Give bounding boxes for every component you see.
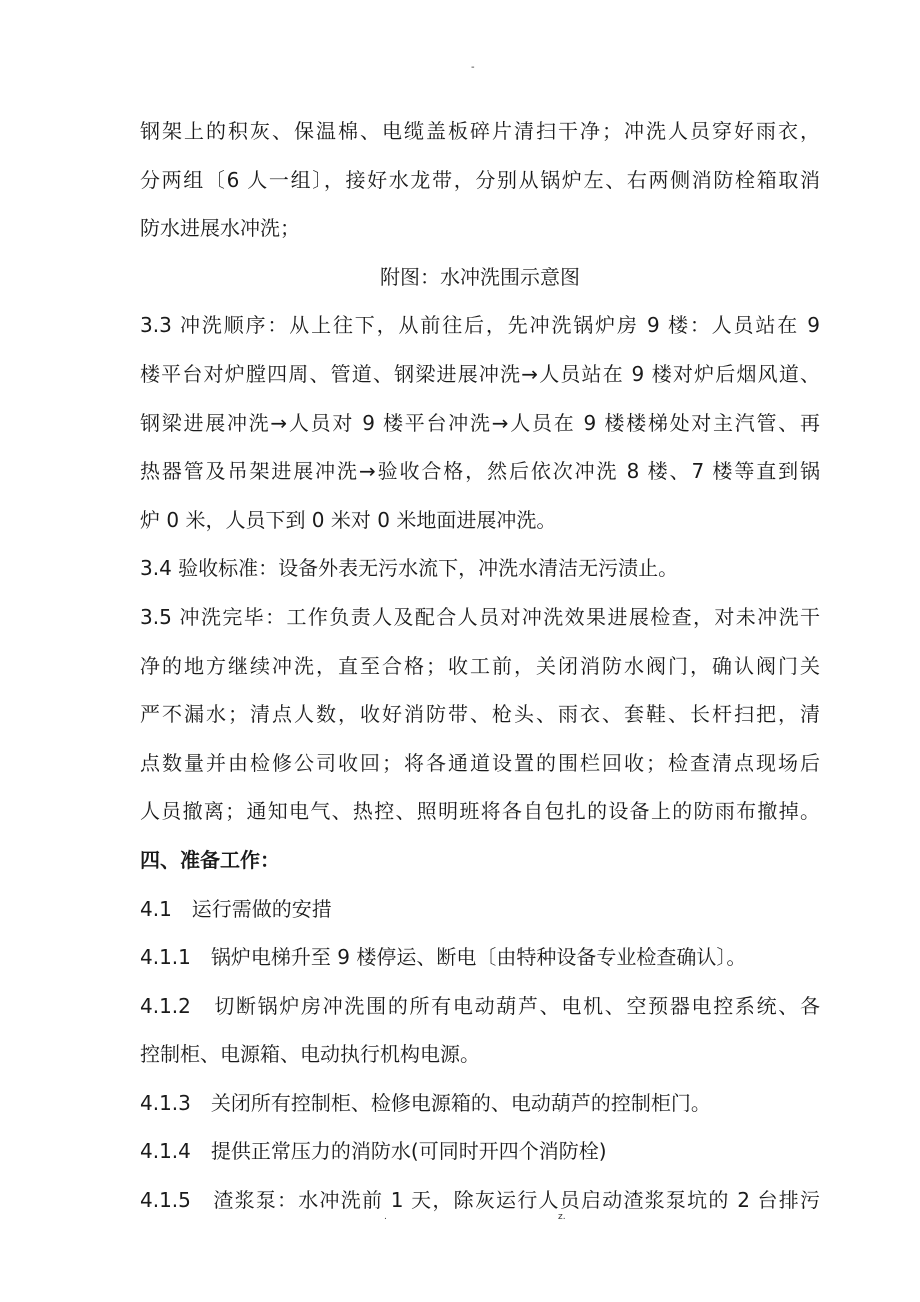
list-item-continuation: 控制柜、电源箱、电动执行机构电源。 xyxy=(140,1042,480,1067)
section-heading: 四、准备工作： xyxy=(140,847,280,872)
paragraph-line: 点数量并由检修公司收回；将各通道设置的围栏回收；检查清点现场后 xyxy=(140,750,820,775)
list-item: 4.1.3 关闭所有控制柜、检修电源箱的、电动葫芦的控制柜门。 xyxy=(140,1090,711,1115)
paragraph-line: 炉 0 米，人员下到 0 米对 0 米地面进展冲洗。 xyxy=(140,507,557,532)
list-item: 4.1.1 锅炉电梯升至 9 楼停运、断电〔由特种设备专业检查确认〕。 xyxy=(140,945,747,970)
list-item: 4.1.5 渣浆泵：水冲洗前 1 天，除灰运行人员启动渣浆泵坑的 2 台排污 xyxy=(140,1188,820,1213)
paragraph-line: 钢架上的积灰、保温棉、电缆盖板碎片清扫干净；冲洗人员穿好雨衣， xyxy=(140,119,820,143)
footer-right-mark: z. xyxy=(558,1212,566,1222)
paragraph-line: 净的地方继续冲洗，直至合格；收工前，关闭消防水阀门，确认阀门关 xyxy=(140,653,820,678)
paragraph-line: 热器管及吊架进展冲洗→验收合格，然后依次冲洗 8 楼、7 楼等直到锅 xyxy=(140,459,820,484)
paragraph-line: 分两组〔6 人一组〕，接好水龙带，分别从锅炉左、右两侧消防栓箱取消 xyxy=(140,167,820,192)
figure-caption: 附图：水冲洗围示意图 xyxy=(380,264,580,289)
paragraph-line: 人员撤离；通知电气、热控、照明班将各自包扎的设备上的防雨布撤掉。 xyxy=(140,799,820,824)
paragraph-line: 楼平台对炉膛四周、管道、钢梁进展冲洗→人员站在 9 楼对炉后烟风道、 xyxy=(140,361,820,386)
header-mark: - xyxy=(471,62,475,73)
subsection-heading: 4.1 运行需做的安措 xyxy=(140,896,332,921)
paragraph-line: 3.5 冲洗完毕：工作负责人及配合人员对冲洗效果进展检查，对未冲洗干 xyxy=(140,604,820,629)
footer-left-mark: . xyxy=(384,1212,387,1222)
list-item: 4.1.2 切断锅炉房冲洗围的所有电动葫芦、电机、空预器电控系统、各 xyxy=(140,993,820,1018)
document-body xyxy=(140,107,820,1225)
paragraph-line: 3.4 验收标准：设备外表无污水流下，冲洗水清洁无污渍止。 xyxy=(140,556,679,581)
paragraph-line: 钢梁进展冲洗→人员对 9 楼平台冲洗→人员在 9 楼楼梯处对主汽管、再 xyxy=(140,410,820,435)
paragraph-line: 3.3 冲洗顺序：从上往下，从前往后，先冲洗锅炉房 9 楼：人员站在 9 xyxy=(140,313,820,338)
list-item: 4.1.4 提供正常压力的消防水(可同时开四个消防栓) xyxy=(140,1139,607,1164)
paragraph-line: 严不漏水；清点人数，收好消防带、枪头、雨衣、套鞋、长杆扫把，清 xyxy=(140,702,820,727)
paragraph-line: 防水进展水冲洗； xyxy=(140,216,300,241)
